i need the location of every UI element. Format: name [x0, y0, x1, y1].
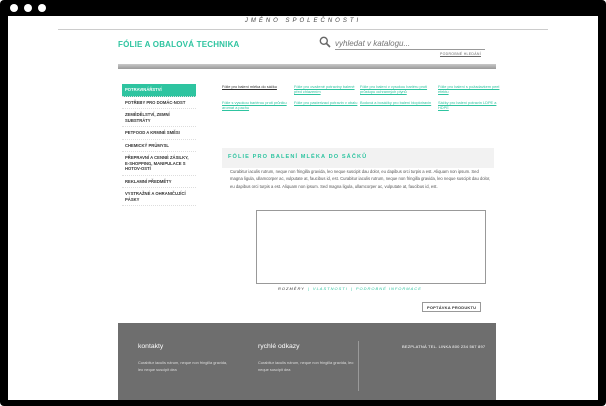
subcategory-link[interactable]: Fólie s vysokou bariérou proti průniku aromat a pachu — [222, 100, 287, 110]
sidebar-item-petfood[interactable]: PETFOOD A KRMNÉ SMĚSI — [122, 127, 196, 140]
subcategory-link[interactable]: Fólie pro pasterizaci potravin v obalu — [294, 100, 358, 105]
site-logo[interactable]: FÓLIE A OBALOVÁ TECHNIKA — [118, 40, 240, 49]
page-viewport — [8, 16, 598, 400]
tab-rozmery[interactable]: ROZMĚRY — [278, 286, 305, 291]
category-sidebar — [122, 84, 196, 206]
footer-divider — [358, 341, 359, 391]
subcategory-link[interactable]: Sáčky pro balení potravin LDPE a HDPE — [438, 100, 497, 110]
footer-links-title: rychlé odkazy — [258, 343, 300, 350]
sidebar-item-zemedelstvi[interactable]: ZEMĚDĚLSTVÍ, ZEMNÍ SUBSTRÁTY — [122, 109, 196, 127]
sidebar-item-chemicky-prumysl[interactable]: CHEMICKÝ PRŮMYSL — [122, 140, 196, 153]
footer-links-text: Curabitur iaculis rutrum, neque non fringilla gravida, leo neque suscipit dea — [258, 360, 354, 372]
subcategory-link[interactable]: Fólie pro balení s požadavkem peel efektu — [438, 84, 500, 94]
subcategory-link[interactable]: Fólie pro balení mléka do sáčku — [222, 84, 277, 89]
header-bar — [118, 64, 496, 69]
sidebar-item-potravinarstvi[interactable]: POTRAVINÁŘSTVÍ — [122, 84, 196, 97]
subcategory-menu — [222, 84, 502, 110]
sidebar-item-vystrazne-pasky[interactable]: VYSTRAŽNÉ A OHRANIČUJÍCÍ PÁSKY — [122, 188, 196, 206]
subcategory-link[interactable]: Fólie pro balení v vysokou bariéru proti průstupu ochranných plynů — [360, 84, 428, 94]
window-dot-icon[interactable] — [10, 4, 18, 12]
tab-separator: | — [307, 286, 310, 291]
product-description: Curabitur iaculis rutrum, neque non fringilla gravida, leo neque suscipit dau dolor, eu dapibus orci turpis a est. Aliquam non ipsum. Sed magna ligula, ullamcorper ac, vulputate at, faucibus id, est. Curabitur iaculis rutrum, neque non fringilla gravida, leo neque suscipit dau dolor, eu dapibus orci turpis a est. Aliquam non ipsum. Sed magna ligula, ullamcorper ac, vulputate at, faucibus id, est. — [230, 169, 491, 189]
window-dot-icon[interactable] — [38, 4, 46, 12]
search-input[interactable] — [335, 37, 485, 50]
advanced-search-link[interactable]: PODROBNÉ HLEDÁNÍ — [440, 52, 481, 56]
search-icon[interactable] — [319, 36, 331, 48]
window-dot-icon[interactable] — [24, 4, 32, 12]
subcategory-link[interactable]: Fólie pro ovažené potraviny balené před chlazením — [294, 84, 355, 94]
company-name: JMÉNO SPOLEČNOSTI — [244, 18, 362, 24]
tab-vlastnosti[interactable]: VLASTNOSTI — [312, 286, 348, 291]
product-inquiry-button[interactable]: POPTÁVKA PRODUKTU — [422, 302, 481, 312]
sidebar-item-domacnost[interactable]: POTŘEBY PRO DOMÁC-NOST — [122, 97, 196, 110]
window-controls — [10, 4, 46, 12]
product-image-placeholder — [256, 210, 486, 284]
product-tabs — [278, 286, 422, 291]
footer-phone: BEZPLATNÁ TEL. LINKA 800 234 567 897 — [402, 344, 486, 349]
site-footer — [118, 323, 496, 400]
page-title: FÓLIE PRO BALENÍ MLÉKA DO SÁČKŮ — [228, 154, 368, 160]
sidebar-item-reklamni-predmety[interactable]: REKLAMNÍ PŘEDMĚTY — [122, 176, 196, 189]
company-divider — [58, 29, 548, 30]
tab-separator: | — [350, 286, 353, 291]
footer-contacts-title: kontakty — [138, 343, 164, 350]
footer-contacts-text: Curabitur iaculis rutrum, neque non fringilla gravida, leo neque suscipit dea — [138, 360, 228, 372]
tab-podrobne-informace[interactable]: PODROBNÉ INFORMACE — [355, 286, 422, 291]
sidebar-item-prepravni-zasilky[interactable]: PŘEPRAVNÍ A CENNÉ ZÁSILKY, E-SHOPPING, MANIPULACE S HOTOV-OSTÍ — [122, 152, 196, 176]
subcategory-link[interactable]: Bodová a bosáčky pro balení bioplotravin — [360, 100, 432, 105]
